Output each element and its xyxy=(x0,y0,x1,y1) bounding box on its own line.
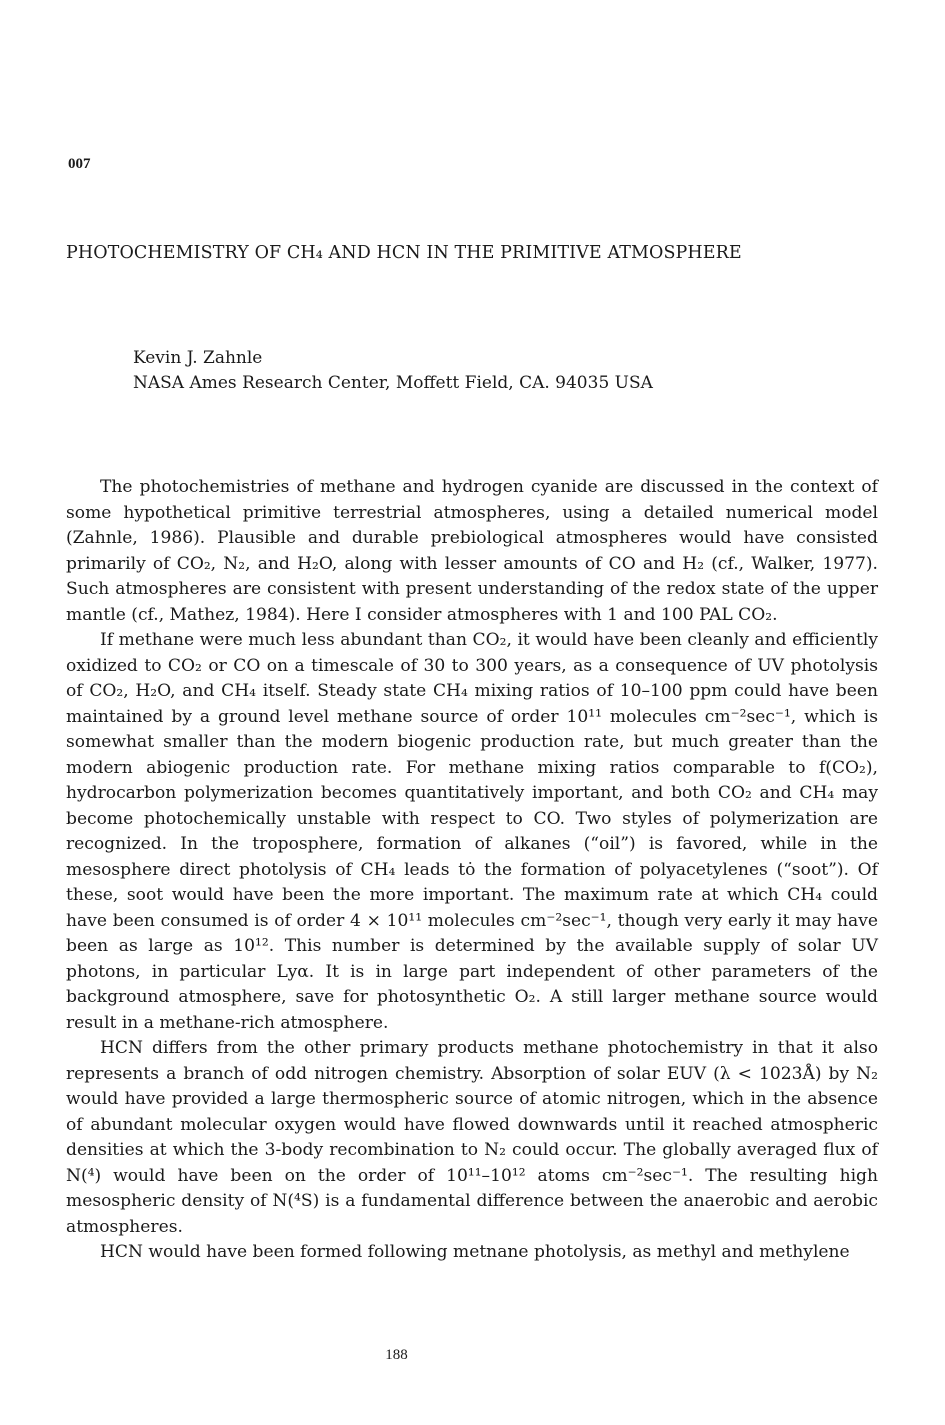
paper-id: 007 xyxy=(68,156,91,172)
author-affiliation: NASA Ames Research Center, Moffett Field, CA. 94035 USA xyxy=(133,373,653,393)
page-number: 188 xyxy=(385,1347,408,1363)
paper-title: PHOTOCHEMISTRY OF CH₄ AND HCN IN THE PRIMITIVE ATMOSPHERE xyxy=(66,243,742,263)
paragraph: HCN would have been formed following metnane photolysis, as methyl and methylene xyxy=(100,1242,850,1262)
abstract-body xyxy=(66,475,878,1266)
paragraph: The photochemistries of methane and hydrogen cyanide are discussed in the context of some hypothetical primitive terrestrial atmospheres, using a detailed numerical model (Zahnle, 1986). Plausible and durable prebiological atmospheres would have consisted primarily of CO₂, N₂, and H₂O, along with lesser amounts of CO and H₂ (cf., Walker, 1977). Such atmospheres are consistent with present understanding of the redox state of the upper mantle (cf., Mathez, 1984). Here I consider atmospheres with 1 and 100 PAL CO₂. xyxy=(66,477,878,625)
paragraph: If methane were much less abundant than CO₂, it would have been cleanly and efficiently oxidized to CO₂ or CO on a timescale of 30 to 300 years, as a consequence of UV photolysis of CO₂, H₂O, and CH₄ itself. Steady state CH₄ mixing ratios of 10–100 ppm could have been maintained by a ground level methane source of order 10¹¹ molecules cm⁻²sec⁻¹, which is somewhat smaller than the modern biogenic production rate, but much greater than the modern abiogenic production rate. For methane mixing ratios comparable to f(CO₂), hydrocarbon polymerization becomes quantitatively important, and both CO₂ and CH₄ may become photochemically unstable with respect to CO. Two styles of polymerization are recognized. In the troposphere, formation of alkanes (“oil”) is favored, while in the mesosphere direct photolysis of CH₄ leads tȯ the formation of polyacetylenes (“soot”). Of these, soot would have been the more important. The maximum rate at which CH₄ could have been consumed is of order 4 × 10¹¹ molecules cm⁻²sec⁻¹, though very early it may have been as large as 10¹². This number is determined by the available supply of solar UV photons, in particular Lyα. It is in large part independent of other parameters of the background atmosphere, save for photosynthetic O₂. A still larger methane source would result in a methane-rich atmosphere. xyxy=(66,630,878,1033)
author-block xyxy=(133,346,653,396)
paragraph: HCN differs from the other primary products methane photochemistry in that it also represents a branch of odd nitrogen chemistry. Absorption of solar EUV (λ < 1023Å) by N₂ would have provided a large thermospheric source of atomic nitrogen, which in the absence of abundant molecular oxygen would have flowed downwards until it reached atmospheric densities at which the 3-body recombination to N₂ could occur. The globally averaged flux of N(⁴) would have been on the order of 10¹¹–10¹² atoms cm⁻²sec⁻¹. The resulting high mesospheric density of N(⁴S) is a fundamental difference between the anaerobic and aerobic atmospheres. xyxy=(66,1038,878,1237)
author-name: Kevin J. Zahnle xyxy=(133,348,263,368)
